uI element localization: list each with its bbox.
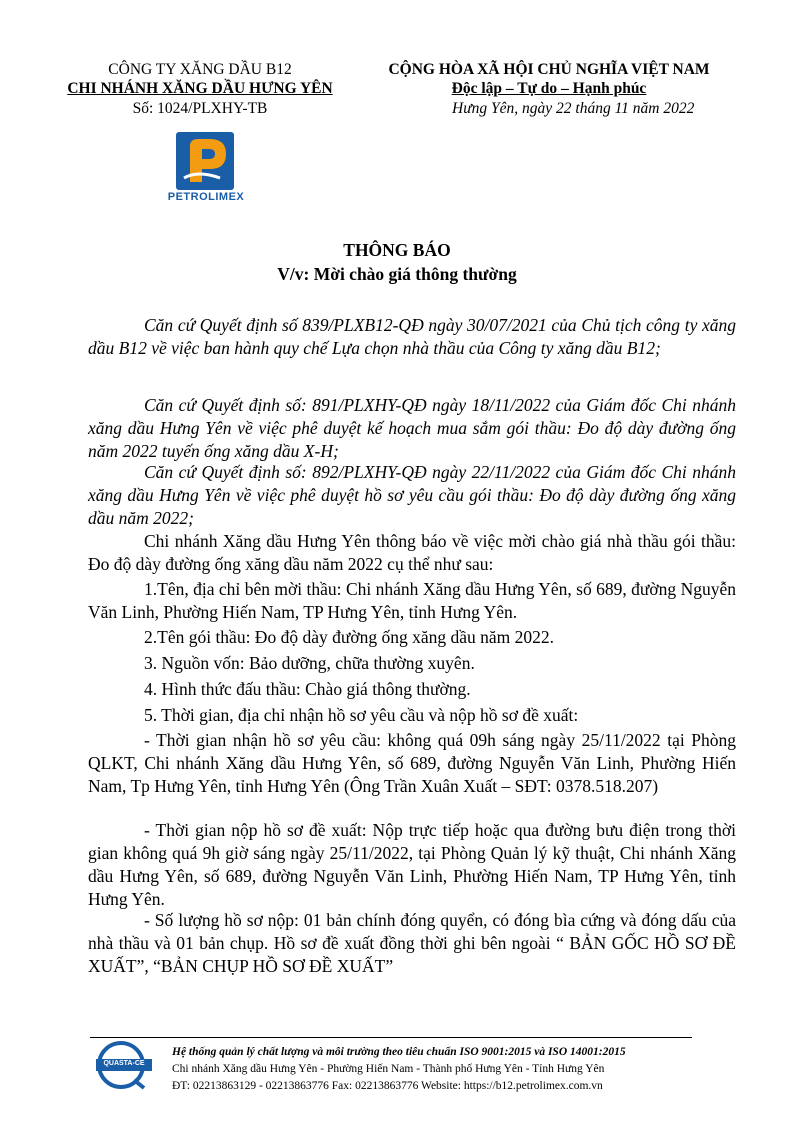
quasta-logo-text: QUASTA-CE [103, 1060, 145, 1067]
footer-iso-line: Hệ thống quản lý chất lượng và môi trường theo tiêu chuẩn ISO 9001:2015 và ISO 14001:2015 [172, 1046, 626, 1058]
paragraph-item-2: 2.Tên gói thầu: Đo độ dày đường ống xăng dầu năm 2022. [144, 627, 554, 647]
paragraph-item-5: 5. Thời gian, địa chỉ nhận hồ sơ yêu cầu và nộp hồ sơ đề xuất: [144, 705, 579, 725]
paragraph-receive-time: - Thời gian nhận hồ sơ yêu cầu: không quá 09h sáng ngày 25/11/2022 tại Phòng QLKT, Chi nhánh Xăng dầu Hưng Yên, số 689, đường Nguyễn Văn Linh, Phường Hiến Nam, Tp Hưng Yên, tỉnh Hưng Yên (Ông Trần Xuân Xuất – SĐT: 0378.518.207) [88, 730, 736, 796]
document-subtitle: V/v: Mời chào giá thông thường [277, 264, 517, 284]
paragraph-basis-1: Căn cứ Quyết định số 839/PLXB12-QĐ ngày 30/07/2021 của Chủ tịch công ty xăng dầu B12 về việc ban hành quy chế Lựa chọn nhà thầu của Công ty xăng dầu B12; [88, 315, 736, 358]
footer-contact-line: ĐT: 02213863129 - 02213863776 Fax: 02213863776 Website: https://b12.petrolimex.com.vn [172, 1080, 603, 1092]
company-name: CÔNG TY XĂNG DẦU B12 [108, 61, 292, 78]
paragraph-basis-2: Căn cứ Quyết định số: 891/PLXHY-QĐ ngày 18/11/2022 của Giám đốc Chi nhánh xăng dầu Hưng Yên về việc phê duyệt kế hoạch mua sắm gói thầu: Đo độ dày đường ống năm 2022 tuyến ống xăng dầu X-H; [88, 395, 736, 461]
paragraph-item-4: 4. Hình thức đấu thầu: Chào giá thông thường. [144, 679, 471, 699]
footer-divider [90, 1037, 692, 1038]
paragraph-intro: Chi nhánh Xăng dầu Hưng Yên thông báo về việc mời chào giá nhà thầu gói thầu: Đo độ dày đường ống xăng dầu năm 2022 cụ thể như sau: [88, 531, 736, 574]
petrolimex-logo-text: PETROLIMEX [167, 191, 245, 203]
paragraph-quantity: - Số lượng hồ sơ nộp: 01 bản chính đóng quyển, có đóng bìa cứng và đóng dấu của nhà thầu và 01 bản chụp. Hồ sơ đề xuất đồng thời ghi bên ngoài “ BẢN GỐC HỒ SƠ ĐỀ XUẤT”, “BẢN CHỤP HỒ SƠ ĐỀ XUẤT” [88, 910, 736, 976]
paragraph-submit-time: - Thời gian nộp hồ sơ đề xuất: Nộp trực tiếp hoặc qua đường bưu điện trong thời gian không quá 9h giờ sáng ngày 25/11/2022, tại Phòng Quản lý kỹ thuật, Chi nhánh Xăng dầu Hưng Yên, số 689, đường Nguyễn Văn Linh, Phường Hiến Nam, TP Hưng Yên, tỉnh Hưng Yên. [88, 820, 736, 909]
footer-address-line: Chi nhánh Xăng dầu Hưng Yên - Phường Hiến Nam - Thành phố Hưng Yên - Tỉnh Hưng Yên [172, 1063, 605, 1075]
paragraph-item-1: 1.Tên, địa chỉ bên mời thầu: Chi nhánh Xăng dầu Hưng Yên, số 689, đường Nguyễn Văn Linh, Phường Hiến Nam, TP Hưng Yên, tỉnh Hưng Yên. [88, 579, 736, 622]
national-motto-text: Độc lập – Tự do – Hạnh phúc [451, 80, 647, 97]
document-date: Hưng Yên, ngày 22 tháng 11 năm 2022 [452, 100, 695, 117]
national-motto [366, 79, 732, 99]
paragraph-item-3: 3. Nguồn vốn: Bảo dưỡng, chữa thường xuyên. [144, 653, 475, 673]
nation-title: CỘNG HÒA XÃ HỘI CHỦ NGHĨA VIỆT NAM [388, 61, 710, 78]
branch-name-text: CHI NHÁNH XĂNG DẦU HƯNG YÊN [67, 80, 333, 97]
document-title: THÔNG BÁO [343, 240, 451, 260]
paragraph-basis-3: Căn cứ Quyết định số: 892/PLXHY-QĐ ngày 22/11/2022 của Giám đốc Chi nhánh xăng dầu Hưng Yên về việc phê duyệt hồ sơ yêu cầu gói thầu: Đo độ dày đường ống xăng dầu năm 2022; [88, 462, 736, 528]
branch-name [50, 79, 350, 99]
document-number: Số: 1024/PLXHY-TB [132, 100, 268, 117]
